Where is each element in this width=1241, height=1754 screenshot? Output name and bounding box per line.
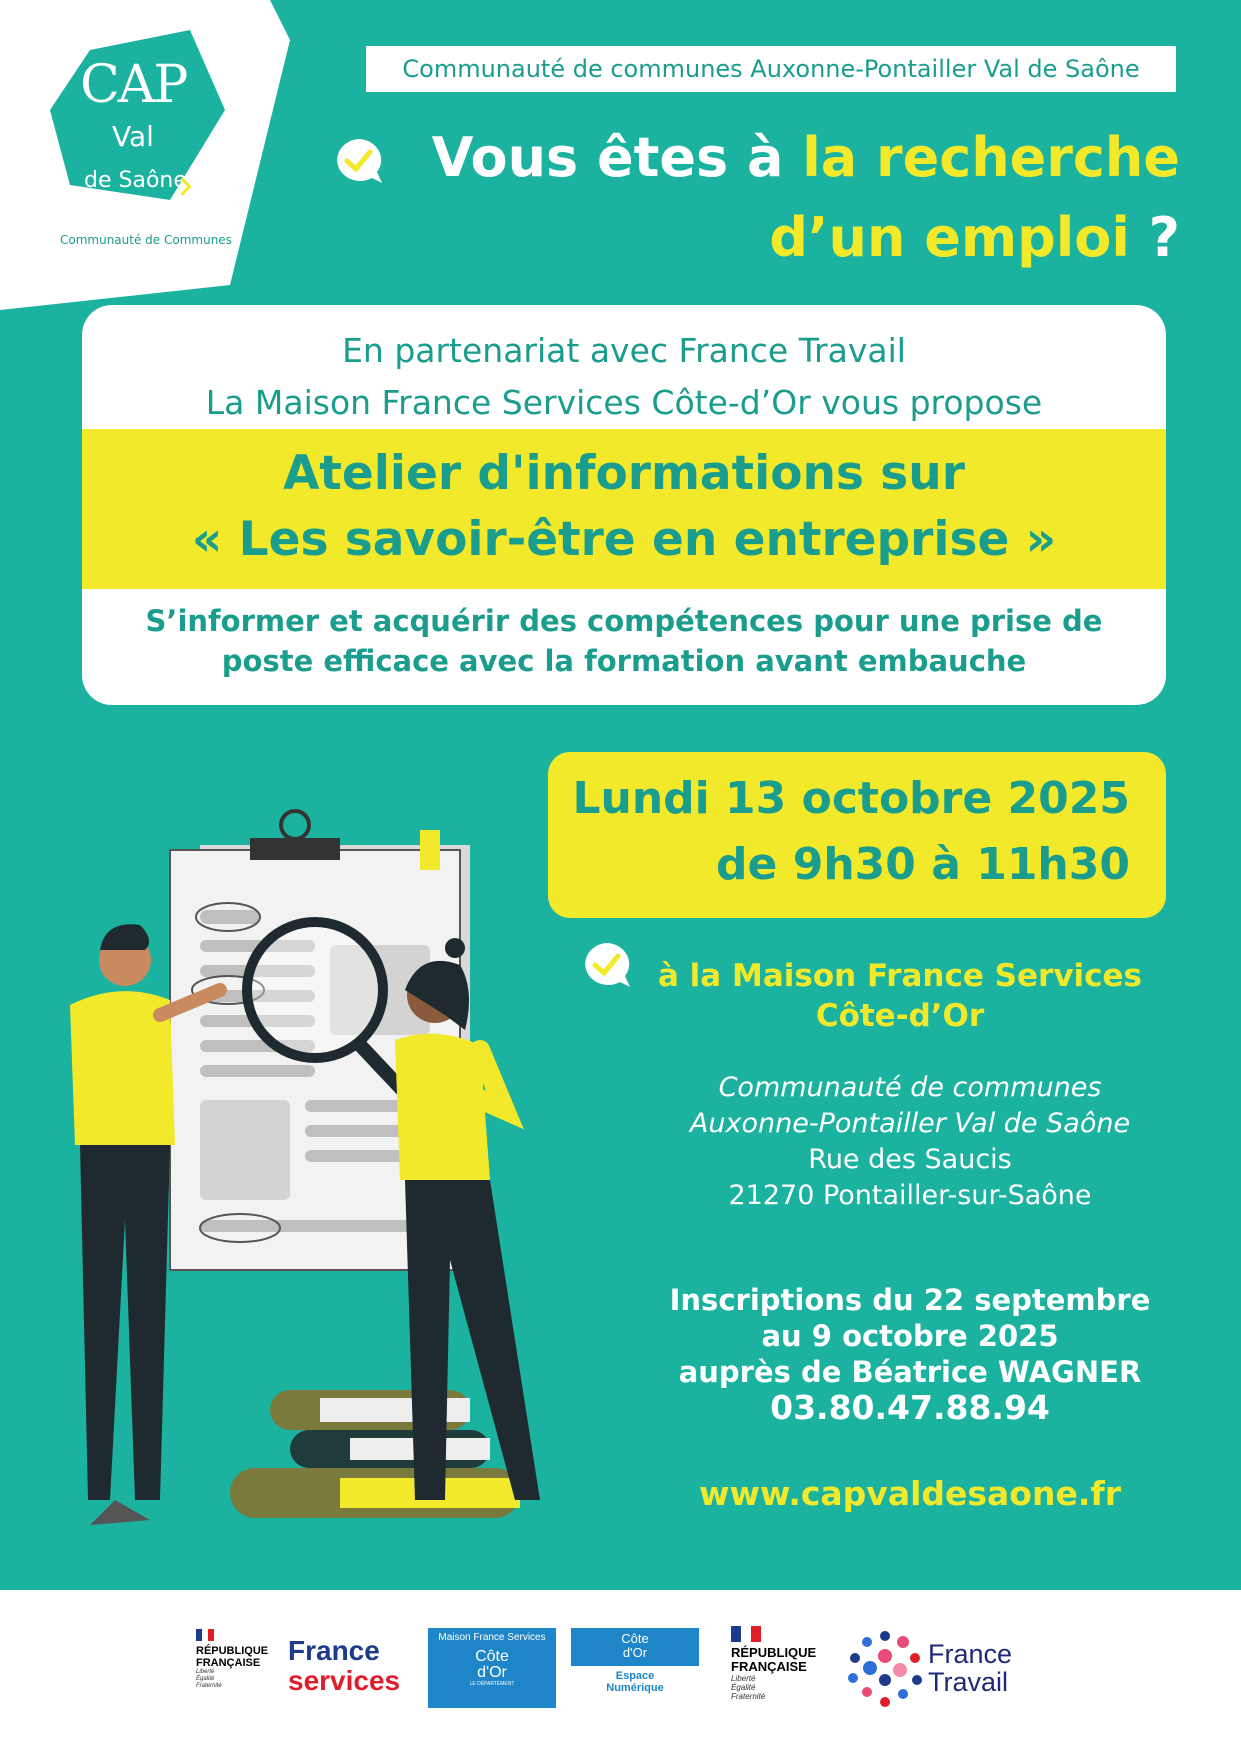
rf-motto-3: Fraternité	[196, 1683, 222, 1689]
event-place	[620, 956, 1180, 1036]
place-line-2: Côte-d’Or	[815, 998, 985, 1034]
rf-text-1: RÉPUBLIQUE	[196, 1645, 269, 1657]
headline-question: ?	[1129, 206, 1180, 269]
headline	[330, 118, 1180, 278]
republique-francaise-logo	[196, 1626, 268, 1690]
mfs-dept: LE DÉPARTEMENT	[469, 1681, 515, 1687]
registration-phone: 03.80.47.88.94	[770, 1388, 1050, 1427]
maison-france-services-logo	[428, 1628, 556, 1708]
france-travail-logo	[845, 1628, 925, 1712]
event-date: Lundi 13 octobre 2025	[572, 773, 1130, 824]
logo-val: Val	[112, 120, 154, 153]
rf2-motto-3: Fraternité	[731, 1692, 766, 1701]
en-line-2: Numérique	[606, 1682, 664, 1694]
mfs-cote: Côte	[475, 1648, 509, 1665]
france-travail-dots-icon	[845, 1628, 925, 1708]
headline-highlight-2: d’un emploi	[769, 206, 1130, 269]
workshop-card	[82, 305, 1166, 705]
event-address	[640, 1070, 1180, 1214]
workshop-title	[82, 429, 1166, 589]
france-travail-text	[928, 1640, 1012, 1696]
en-line-1: Espace	[615, 1670, 655, 1682]
address-line-1: Communauté de communes	[718, 1072, 1102, 1103]
headline-highlight: la recherche	[802, 126, 1180, 189]
ft-line-1: France	[928, 1639, 1013, 1669]
title-line-2: « Les savoir-être en entreprise »	[191, 512, 1057, 567]
ft-line-2: Travail	[928, 1667, 1009, 1697]
rf2-motto-2: Égalité	[731, 1683, 756, 1692]
rf-text-2: FRANÇAISE	[196, 1657, 261, 1669]
intro-line-2: La Maison France Services Côte-d’Or vous propose	[205, 383, 1043, 422]
espace-numerique-logo	[571, 1628, 699, 1708]
registration-line-1: Inscriptions du 22 septembre	[669, 1283, 1151, 1317]
partnership-text	[82, 325, 1166, 429]
logo-de-saone: de Saône	[84, 168, 187, 193]
rf-motto-1: Liberté	[196, 1669, 215, 1675]
desc-line-2: poste efficace avec la formation avant embauche	[221, 644, 1027, 678]
rf2-text-1: RÉPUBLIQUE	[731, 1645, 817, 1660]
france-services-logo	[288, 1636, 400, 1696]
registration-contact: auprès de Béatrice WAGNER	[678, 1355, 1142, 1389]
fs-line-2: services	[288, 1665, 401, 1696]
rf2-motto-1: Liberté	[731, 1674, 756, 1683]
logo-subtitle: Communauté de Communes	[60, 233, 232, 247]
address-city: 21270 Pontailler-sur-Saône	[728, 1180, 1092, 1211]
address-street: Rue des Saucis	[808, 1144, 1012, 1175]
rf-motto-2: Égalité	[196, 1676, 215, 1682]
illustration	[60, 800, 640, 1584]
community-banner: Communauté de communes Auxonne-Pontailler Val de Saône	[366, 46, 1176, 92]
address-line-2: Auxonne-Pontailler Val de Saône	[689, 1108, 1131, 1139]
website-link[interactable]: www.capvaldesaone.fr	[698, 1474, 1122, 1513]
mfs-title: Maison France Services	[438, 1632, 546, 1643]
rf2-text-2: FRANÇAISE	[731, 1659, 807, 1674]
workshop-description	[82, 601, 1166, 681]
headline-text: Vous êtes à	[431, 126, 803, 189]
partner-logos-footer	[0, 1590, 1241, 1754]
en-cote: Côte	[621, 1631, 649, 1646]
event-time: de 9h30 à 11h30	[716, 839, 1130, 890]
desc-line-1: S’informer et acquérir des compétences pour une prise de	[145, 604, 1103, 638]
registration-info	[640, 1282, 1180, 1426]
logo-cap: CAP	[80, 55, 187, 115]
mfs-dor: d'Or	[477, 1664, 507, 1681]
republique-francaise-logo-2	[731, 1626, 816, 1701]
fs-line-1: France	[288, 1635, 380, 1666]
en-dor: d'Or	[622, 1645, 648, 1660]
place-line-1: à la Maison France Services	[657, 958, 1143, 994]
intro-line-1: En partenariat avec France Travail	[342, 331, 906, 370]
event-date-box	[548, 752, 1166, 918]
logo-badge	[0, 0, 300, 310]
registration-line-2: au 9 octobre 2025	[761, 1319, 1059, 1353]
title-line-1: Atelier d'informations sur	[283, 446, 965, 501]
